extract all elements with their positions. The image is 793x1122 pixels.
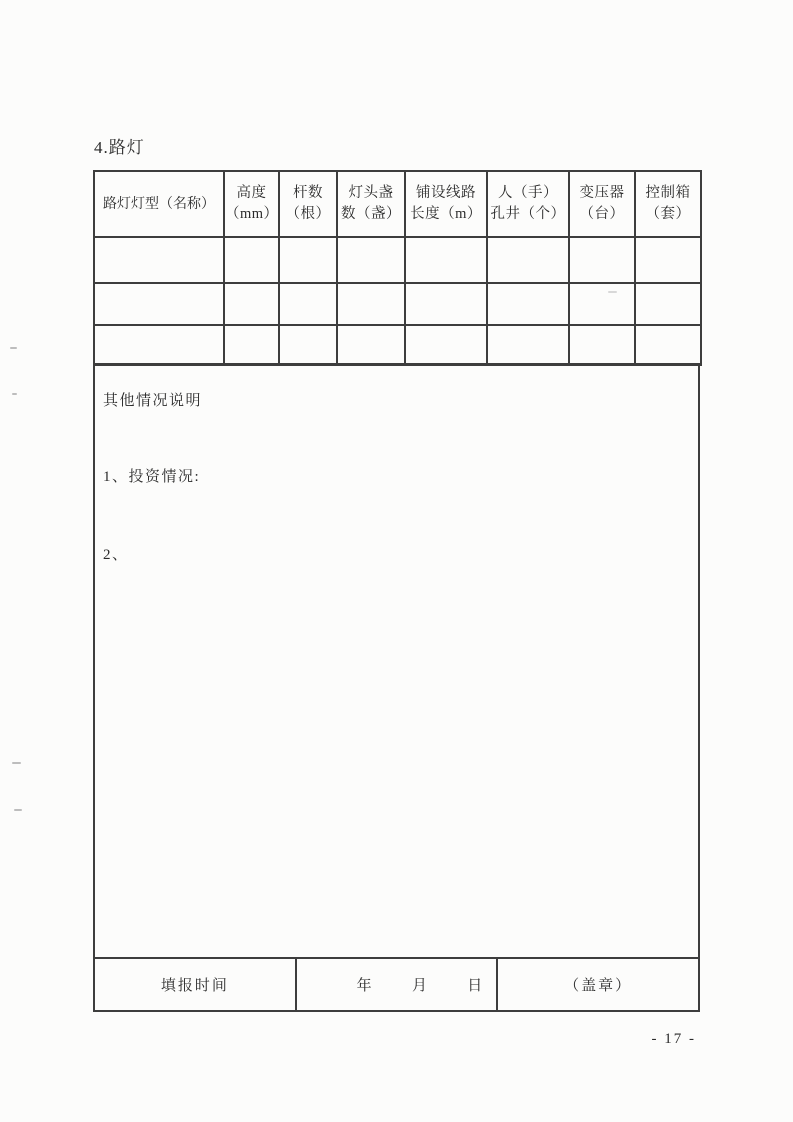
empty-cell [635,283,701,325]
notes-item-2: 2、 [103,547,129,563]
empty-cell [487,237,569,283]
scan-artifact [608,291,617,293]
header-lamp-head-count [337,171,405,237]
header-line: 灯头盏 [348,185,394,201]
header-height [224,171,279,237]
header-line: （mm） [225,206,279,222]
header-pole-count [279,171,337,237]
empty-cell [337,283,405,325]
fill-date-cell [296,958,498,1011]
notes-heading: 其他情况说明 [103,393,203,409]
header-line: 变压器 [579,185,625,201]
date-month-label: 月 [411,978,427,994]
scan-artifact [12,762,21,764]
empty-cell [337,325,405,365]
header-line: 路灯灯型（名称） [103,196,215,212]
date-parts [297,974,497,995]
date-year-label: 年 [356,978,372,994]
empty-cell [279,283,337,325]
street-lamp-table [93,170,702,366]
notes-and-footer-table [93,363,700,1012]
header-line: 铺设线路 [416,185,476,201]
header-line: 高度 [236,185,267,201]
empty-cell [635,237,701,283]
header-manhole-count [487,171,569,237]
empty-cell [279,237,337,283]
scan-artifact [10,347,17,349]
header-line: 孔井（个） [490,206,566,222]
header-line: （根） [285,206,331,222]
header-line: 人（手） [498,185,558,201]
section-title: 4.路灯 [94,138,145,157]
empty-cell [224,237,279,283]
table-header-row [94,171,701,237]
empty-cell [337,237,405,283]
header-line: （套） [645,206,691,222]
scan-artifact [12,393,17,395]
header-line: 杆数 [293,185,323,201]
header-line: （台） [579,206,625,222]
page-number: - 17 - [651,1031,696,1047]
empty-cell [635,325,701,365]
table-row [94,237,701,283]
scan-artifact [14,809,22,811]
empty-cell [224,283,279,325]
header-control-box-count [635,171,701,237]
header-transformer-count [569,171,635,237]
header-line-length [405,171,487,237]
empty-cell [94,325,224,365]
empty-cell [405,325,487,365]
date-day-label: 日 [467,978,483,994]
empty-cell [487,325,569,365]
header-line: 控制箱 [645,185,691,201]
notes-cell [94,364,699,958]
empty-cell [569,237,635,283]
table-row [94,325,701,365]
header-line: 长度（m） [410,206,482,222]
empty-cell [224,325,279,365]
table-row [94,283,701,325]
fill-date-label: 填报时间 [94,958,296,1011]
empty-cell [487,283,569,325]
header-lamp-type [94,171,224,237]
empty-cell [405,283,487,325]
seal-label: （盖章） [497,958,699,1011]
header-line: 数（盏） [341,206,401,222]
notes-row [94,364,699,958]
empty-cell [405,237,487,283]
footer-row [94,958,699,1011]
empty-cell [569,283,635,325]
empty-cell [569,325,635,365]
empty-cell [279,325,337,365]
empty-cell [94,237,224,283]
notes-item-investment: 1、投资情况: [103,469,201,485]
empty-cell [94,283,224,325]
